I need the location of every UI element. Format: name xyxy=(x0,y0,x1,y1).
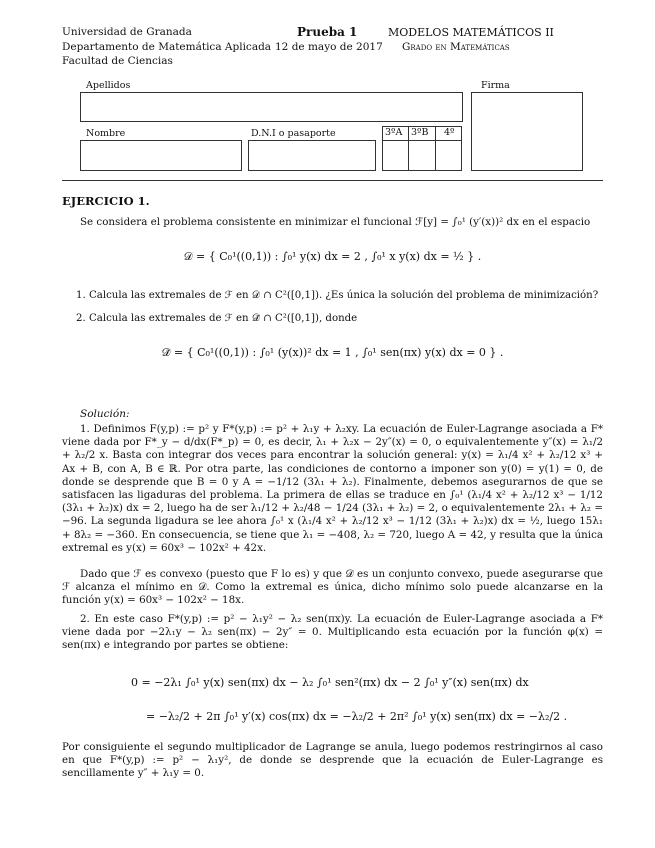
equation-D: 𝒟 = { C₀¹((0,1)) : ∫₀¹ y(x) dx = 2 , ∫₀¹ x y(x) dx = ½ } . xyxy=(183,250,482,263)
exam-date: 12 de mayo de 2017 xyxy=(275,41,383,53)
equation-line-1: 0 = −2λ₁ ∫₀¹ y(x) sen(πx) dx − λ₂ ∫₀¹ sen²(πx) dx − 2 ∫₀¹ y″(x) sen(πx) dx xyxy=(131,676,529,689)
exercise-item-2: 2. Calcula las extremales de ℱ en 𝒟̃ ∩ C²([0,1]), donde xyxy=(76,313,358,324)
id-field[interactable] xyxy=(248,140,376,171)
exercise-intro: Se considera el problema consistente en minimizar el funcional ℱ[y] = ∫₀¹ (y′(x))² dx en el espacio xyxy=(80,216,591,228)
exercise-title: EJERCICIO 1. xyxy=(62,194,150,208)
name-field[interactable] xyxy=(80,140,242,171)
solution-conclusion: Por consiguiente el segundo multiplicador de Lagrange se anula, luego podemos restringirnos al caso en que F*(y,p) := p² − λ₁y², de donde se desprende que la ecuación de Euler-Lagrange es sencillamente y″ + λ₁y = 0. xyxy=(62,741,603,780)
group-4-checkbox[interactable] xyxy=(435,140,462,171)
course-name: MODELOS MATEMÁTICOS II xyxy=(388,26,554,39)
surname-field[interactable] xyxy=(80,92,463,122)
solution-convexity: Dado que ℱ es convexo (puesto que F lo es) y que 𝒟 es un conjunto convexo, puede asegurarse que ℱ alcanza el mínimo en 𝒟. Como la extremal es única, dicho mínimo solo puede alcanzarse en la función y(x) = 60x³ − 102x² − 18x. xyxy=(62,568,603,607)
group-3b-checkbox[interactable] xyxy=(408,140,436,171)
surname-label: Apellidos xyxy=(86,80,131,91)
group-3a-label: 3ºA xyxy=(385,127,403,138)
faculty-name: Facultad de Ciencias xyxy=(62,55,173,67)
group-3a-checkbox[interactable] xyxy=(382,140,409,171)
header-divider xyxy=(62,180,603,181)
id-label: D.N.I o pasaporte xyxy=(251,128,336,139)
signature-field[interactable] xyxy=(471,92,583,171)
department-name: Departamento de Matemática Aplicada xyxy=(62,41,272,53)
exam-title: Prueba 1 xyxy=(297,25,358,39)
signature-label: Firma xyxy=(481,80,510,91)
degree-name: Grado en Matemáticas xyxy=(402,41,510,53)
group-4-label: 4º xyxy=(444,127,455,138)
solution-part-2: 2. En este caso F*(y,p) := p² − λ₁y² − λ₂ sen(πx)y. La ecuación de Euler-Lagrange asociada a F* viene dada por −2λ₁y − λ₂ sen(πx) − 2y″ = 0. Multiplicando esta ecuación por la función φ(x) = sen(πx) e integrando por partes se obtiene: xyxy=(62,613,603,652)
solution-part-1: 1. Definimos F(y,p) := p² y F*(y,p) := p² + λ₁y + λ₂xy. La ecuación de Euler-Lagrange asociada a F* viene dada por F*_y − d/dx(F*_p) = 0, es decir, λ₁ + λ₂x − 2y″(x) = 0, o equivalentemente y″(x) = λ₁/2 + λ₂/2 x. Basta con integrar dos veces para encontrar la solución general: y(x) = λ₁/4 x² + λ₂/12 x³ + Ax + B, con A, B ∈ ℝ. Por otra parte, las condiciones de contorno a imponer son y(0) = y(1) = 0, de donde se desprende que B = 0 y A = −1/12 (3λ₁ + λ₂). Finalmente, debemos asegurarnos de que se satisfacen las ligaduras del problema. La primera de ellas se traduce en ∫₀¹ (λ₁/4 x² + λ₂/12 x³ − 1/12 (3λ₁ + λ₂)x) dx = 2, luego ha de ser λ₁/12 + λ₂/48 − 1/24 (3λ₁ + λ₂) = 2, o equivalentemente 2λ₁ + λ₂ = −96. La segunda ligadura se lee ahora ∫₀¹ x (λ₁/4 x² + λ₂/12 x³ − 1/12 (3λ₁ + λ₂)x) dx = ½, luego 15λ₁ + 8λ₂ = −360. En consecuencia, se tiene que λ₁ = −408, λ₂ = 720, luego A = 42, y resulta que la única extremal es y(x) = 60x³ − 102x² + 42x. xyxy=(62,423,603,554)
university-name: Universidad de Granada xyxy=(62,26,192,38)
group-3b-label: 3ºB xyxy=(411,127,429,138)
exercise-item-1: 1. Calcula las extremales de ℱ en 𝒟 ∩ C²([0,1]). ¿Es única la solución del problema de minimización? xyxy=(76,290,599,301)
solution-heading: Solución: xyxy=(80,408,130,420)
equation-D-tilde: 𝒟̃ = { C₀¹((0,1)) : ∫₀¹ (y(x))² dx = 1 , ∫₀¹ sen(πx) y(x) dx = 0 } . xyxy=(161,346,504,359)
name-label: Nombre xyxy=(86,128,126,139)
equation-line-2: = −λ₂/2 + 2π ∫₀¹ y′(x) cos(πx) dx = −λ₂/2 + 2π² ∫₀¹ y(x) sen(πx) dx = −λ₂/2 . xyxy=(146,710,568,723)
